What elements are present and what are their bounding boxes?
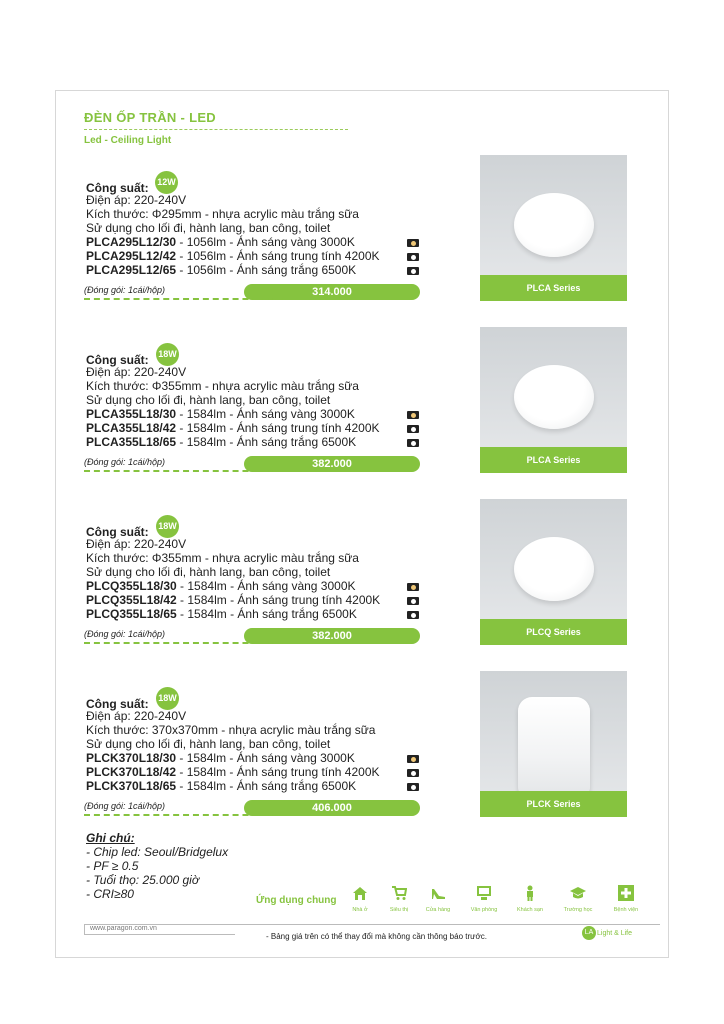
model-row	[86, 250, 380, 264]
website-url[interactable]: www.paragon.com.vn	[90, 925, 157, 932]
model-code: PLCA355L18/30	[86, 407, 177, 421]
size-text: Kích thước: Φ355mm - nhựa acrylic màu trắng sữa	[86, 551, 359, 565]
app-supermarket	[379, 885, 419, 913]
packing-text: (Đóng gói: 1cái/hộp)	[84, 457, 166, 467]
graduation-cap-icon	[570, 885, 586, 901]
title-divider	[84, 129, 348, 130]
model-code: PLCK370L18/42	[86, 765, 177, 779]
model-row	[86, 608, 357, 622]
light-tone-icon	[407, 597, 419, 605]
model-desc: - 1584lm - Ánh sáng vàng 3000K	[176, 407, 355, 421]
model-row	[86, 780, 356, 794]
model-code: PLCA295L12/42	[86, 249, 177, 263]
voltage-text: Điện áp: 220-240V	[86, 709, 187, 723]
voltage-text: Điện áp: 220-240V	[86, 537, 187, 551]
app-shop	[418, 885, 458, 913]
light-tone-icon	[407, 583, 419, 591]
cart-icon	[391, 885, 407, 901]
model-desc: - 1584lm - Ánh sáng trắng 6500K	[176, 779, 357, 793]
logo-mark: LA	[582, 926, 596, 940]
computer-icon	[476, 885, 492, 901]
size-text: Kích thước: Φ355mm - nhựa acrylic màu trắng sữa	[86, 379, 359, 393]
note-item: - Tuổi thọ: 25.000 giờ	[86, 873, 200, 887]
light-tone-icon	[407, 611, 419, 619]
house-icon	[352, 885, 368, 901]
power-label: Công suất:	[86, 697, 149, 711]
model-code: PLCQ355L18/42	[86, 593, 177, 607]
usage-text: Sử dụng cho lối đi, hành lang, ban công, toilet	[86, 393, 331, 407]
price-disclaimer: - Bảng giá trên có thể thay đổi mà không cần thông báo trước.	[266, 932, 487, 941]
medical-cross-icon	[618, 885, 634, 901]
notes-heading: Ghi chú:	[86, 831, 135, 845]
wattage-badge: 12W	[155, 171, 178, 194]
round-lamp-image	[514, 537, 594, 601]
page-title: ĐÈN ỐP TRẦN - LED	[84, 110, 216, 125]
packing-text: (Đóng gói: 1cái/hộp)	[84, 285, 166, 295]
app-label: Cửa hàng	[425, 907, 451, 913]
voltage-text: Điện áp: 220-240V	[86, 193, 187, 207]
size-text: Kích thước: 370x370mm - nhựa acrylic màu trắng sữa	[86, 723, 376, 737]
app-hotel	[510, 885, 550, 913]
packing-text: (Đóng gói: 1cái/hộp)	[84, 629, 166, 639]
voltage-text: Điện áp: 220-240V	[86, 365, 187, 379]
model-desc: - 1584lm - Ánh sáng vàng 3000K	[176, 751, 355, 765]
series-label: PLCQ Series	[480, 619, 627, 645]
series-label: PLCK Series	[480, 791, 627, 817]
logo-text: Light & Life	[597, 929, 633, 937]
model-desc: - 1584lm - Ánh sáng trung tính 4200K	[176, 765, 380, 779]
round-lamp-image	[514, 365, 594, 429]
model-desc: - 1056lm - Ánh sáng trung tính 4200K	[176, 249, 380, 263]
price-badge: 406.000	[244, 800, 420, 816]
series-label: PLCA Series	[480, 447, 627, 473]
light-tone-icon	[407, 755, 419, 763]
light-tone-icon	[407, 783, 419, 791]
model-row	[86, 236, 355, 250]
model-row	[86, 422, 380, 436]
model-desc: - 1584lm - Ánh sáng trắng 6500K	[176, 607, 357, 621]
square-lamp-image	[518, 697, 590, 797]
power-label: Công suất:	[86, 353, 149, 367]
power-label: Công suất:	[86, 525, 149, 539]
light-tone-icon	[407, 411, 419, 419]
app-label: Siêu thị	[389, 907, 409, 913]
shoe-icon	[430, 885, 446, 901]
model-code: PLCA355L18/65	[86, 435, 177, 449]
model-row	[86, 752, 355, 766]
usage-text: Sử dụng cho lối đi, hành lang, ban công, toilet	[86, 565, 331, 579]
section-divider	[84, 470, 298, 472]
power-label: Công suất:	[86, 181, 149, 195]
model-code: PLCK370L18/65	[86, 779, 177, 793]
light-tone-icon	[407, 425, 419, 433]
bellboy-icon	[522, 885, 538, 901]
model-row	[86, 264, 356, 278]
app-office	[464, 885, 504, 913]
model-code: PLCQ355L18/30	[86, 579, 177, 593]
light-tone-icon	[407, 769, 419, 777]
price-badge: 382.000	[244, 456, 420, 472]
model-code: PLCA295L12/65	[86, 263, 177, 277]
app-label: Nhà ở	[352, 907, 368, 913]
price-badge: 382.000	[244, 628, 420, 644]
wattage-badge: 18W	[156, 687, 179, 710]
wattage-badge: 18W	[156, 515, 179, 538]
notes-section	[86, 831, 228, 901]
app-school	[558, 885, 598, 913]
model-code: PLCQ355L18/65	[86, 607, 177, 621]
model-row	[86, 408, 355, 422]
model-code: PLCA355L18/42	[86, 421, 177, 435]
section-divider	[84, 298, 298, 300]
size-text: Kích thước: Φ295mm - nhựa acrylic màu trắng sữa	[86, 207, 359, 221]
model-desc: - 1584lm - Ánh sáng trung tính 4200K	[176, 593, 381, 607]
page-subtitle: Led - Ceiling Light	[84, 135, 172, 146]
series-label: PLCA Series	[480, 275, 627, 301]
applications-label: Ứng dụng chung	[256, 895, 337, 906]
model-desc: - 1584lm - Ánh sáng trắng 6500K	[176, 435, 357, 449]
model-code: PLCK370L18/30	[86, 751, 177, 765]
brand-logo	[582, 926, 632, 940]
model-code: PLCA295L12/30	[86, 235, 177, 249]
section-divider	[84, 642, 298, 644]
note-item: - Chip led: Seoul/Bridgelux	[86, 845, 229, 859]
model-desc: - 1584lm - Ánh sáng vàng 3000K	[176, 579, 356, 593]
light-tone-icon	[407, 267, 419, 275]
model-desc: - 1584lm - Ánh sáng trung tính 4200K	[176, 421, 380, 435]
wattage-badge: 18W	[156, 343, 179, 366]
app-label: Trường học	[563, 907, 593, 913]
packing-text: (Đóng gói: 1cái/hộp)	[84, 801, 166, 811]
price-badge: 314.000	[244, 284, 420, 300]
light-tone-icon	[407, 253, 419, 261]
section-divider	[84, 814, 298, 816]
app-hospital	[606, 885, 646, 913]
usage-text: Sử dụng cho lối đi, hành lang, ban công, toilet	[86, 221, 331, 235]
usage-text: Sử dụng cho lối đi, hành lang, ban công, toilet	[86, 737, 331, 751]
note-item: - PF ≥ 0.5	[86, 859, 139, 873]
app-label: Bệnh viện	[613, 907, 639, 913]
round-lamp-image	[514, 193, 594, 257]
app-label: Văn phòng	[470, 907, 498, 913]
applications-row	[340, 885, 650, 921]
model-desc: - 1056lm - Ánh sáng trắng 6500K	[176, 263, 357, 277]
model-row	[86, 594, 380, 608]
model-row	[86, 766, 380, 780]
note-item: - CRI≥80	[86, 887, 134, 901]
model-desc: - 1056lm - Ánh sáng vàng 3000K	[176, 235, 355, 249]
light-tone-icon	[407, 439, 419, 447]
app-home	[340, 885, 380, 913]
model-row	[86, 436, 356, 450]
model-row	[86, 580, 356, 594]
app-label: Khách sạn	[517, 907, 543, 913]
light-tone-icon	[407, 239, 419, 247]
